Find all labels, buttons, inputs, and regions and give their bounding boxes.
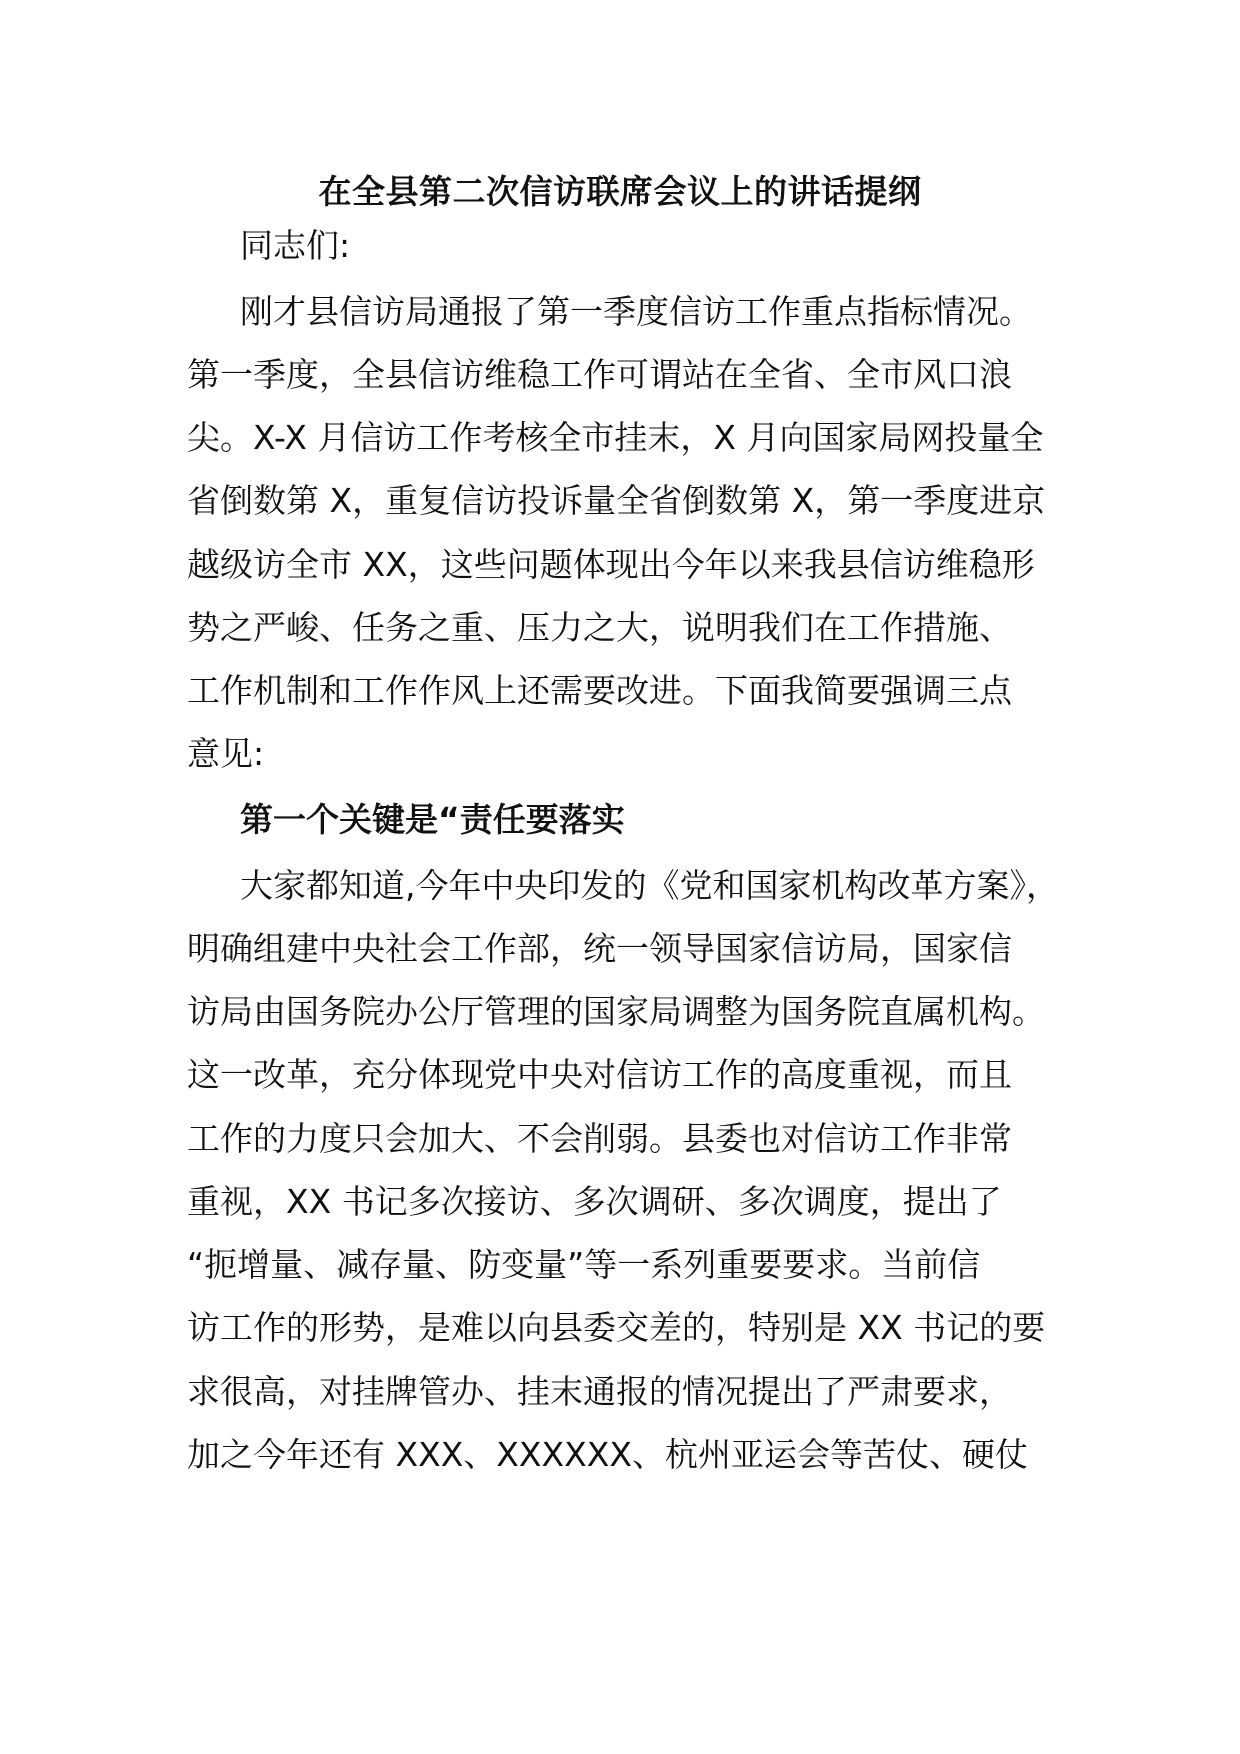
paragraph-line: 求很高，对挂牌管办、挂末通报的情况提出了严肃要求， — [187, 1372, 1012, 1411]
document-title: 在全县第二次信访联席会议上的讲话提纲 — [318, 172, 922, 211]
paragraph-line: 工作的力度只会加大、不会削弱。县委也对信访工作非常 — [187, 1119, 1012, 1158]
paragraph-line: 刚才县信访局通报了第一季度信访工作重点指标情况。 — [240, 292, 1032, 331]
paragraph-line: 第一季度，全县信访维稳工作可谓站在全省、全市风口浪 — [187, 355, 1012, 394]
paragraph-line: 省倒数第 X，重复信访投诉量全省倒数第 X，第一季度进京 — [187, 481, 1046, 520]
paragraph-line: 重视，XX 书记多次接访、多次调研、多次调度，提出了 — [187, 1182, 1002, 1221]
paragraph-line: 访工作的形势，是难以向县委交差的，特别是 XX 书记的要 — [187, 1308, 1046, 1347]
section-heading-1: 第一个关键是“责任要落实 — [240, 800, 625, 839]
paragraph-line: 势之严峻、任务之重、压力之大，说明我们在工作措施、 — [187, 608, 1012, 647]
salutation: 同志们: — [240, 226, 351, 265]
paragraph-line: 这一改革，充分体现党中央对信访工作的高度重视，而且 — [187, 1055, 1012, 1094]
paragraph-line: 明确组建中央社会工作部，统一领导国家信访局，国家信 — [187, 929, 1012, 968]
paragraph-line: 大家都知道,今年中央印发的《党和国家机构改革方案》， — [240, 866, 1059, 905]
paragraph-line: 访局由国务院办公厅管理的国家局调整为国务院直属机构。 — [187, 992, 1045, 1031]
paragraph-line: 加之今年还有 XXX、XXXXXX、杭州亚运会等苦仗、硬仗 — [187, 1435, 1028, 1474]
paragraph-line: 越级访全市 XX，这些问题体现出今年以来我县信访维稳形 — [187, 545, 1035, 584]
paragraph-line: “扼增量、减存量、防变量”等一系列重要要求。当前信 — [187, 1245, 981, 1284]
paragraph-line: 尖。X-X 月信访工作考核全市挂末，X 月向国家局网投量全 — [187, 418, 1044, 457]
paragraph-line: 意见: — [187, 734, 265, 773]
paragraph-line: 工作机制和工作作风上还需要改进。下面我简要强调三点 — [187, 671, 1012, 710]
